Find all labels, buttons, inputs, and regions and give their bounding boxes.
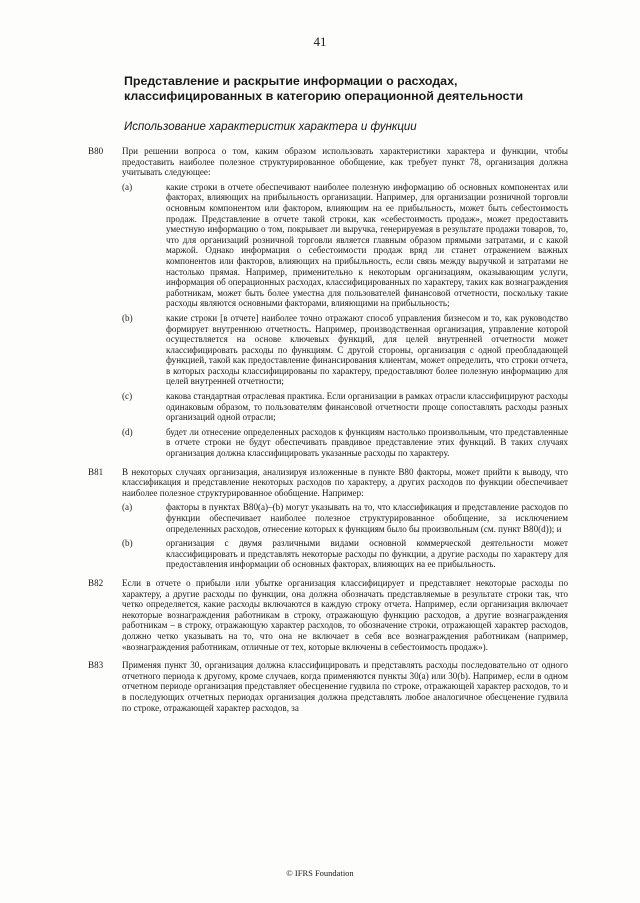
paragraph-text: При решении вопроса о том, каким образом использовать характеристики характера и функции, чтобы предоставить наиболее полезное структурированное обобщение, как требует пункт 78, организация должна учитывать следующее: xyxy=(122,146,568,178)
list-item-label: (a) xyxy=(122,502,133,513)
list-item xyxy=(88,427,568,459)
paragraph-b81 xyxy=(88,467,568,570)
paragraph-text: Применяя пункт 30, организация должна классифицировать и представлять расходы последовательно от одного отчетного периода к другому, кроме случаев, когда применяются пункты 30(a) или 30(b). Например, если в одном отчетном периоде организация представляет обесценение гудвила по строке, отражающей характер расходов, то и в последующих отчетных периодах организация должна представлять любое аналогичное обесценение гудвила по строке, отражающей характер расходов, за xyxy=(122,660,568,713)
list-item-text: будет ли отнесение определенных расходов к функциям настолько произвольным, что представленные в отчете строки не будут обеспечивать правдивое представление этих функций. В таких случаях организация должна классифицировать указанные расходы по характеру. xyxy=(166,426,568,459)
paragraph-number: B81 xyxy=(88,466,104,477)
paragraph-b82 xyxy=(88,578,568,652)
paragraph-text: В некоторых случаях организация, анализируя изложенные в пункте B80 факторы, может прийти к выводу, что классификация и представление некоторых расходов по характеру, а других расходов по функции обеспечивает наиболее полезное структурированное обобщение. Например: xyxy=(122,466,568,498)
list-item-text: организация с двумя различными видами основной коммерческой деятельности может классифицировать и представлять некоторые расходы по функции, а другие расходы по характеру для предоставления информации об основных факторах, влияющих на ее прибыльность. xyxy=(166,538,568,570)
paragraph-number: B80 xyxy=(88,146,104,156)
list-item-label: (c) xyxy=(122,391,133,402)
page-number: 41 xyxy=(313,34,327,49)
list-item xyxy=(88,313,568,387)
paragraph-text: Если в отчете о прибыли или убытке организация классифицирует и представляет некоторые расходы по характеру, а другие расходы по функции, она должна обозначать представляемые в результате строки так, что четко определяется, какие расходы включаются в каждую строку отчета. Например, если организация включает некоторые вознаграждения работникам в строку, отражающую функцию расходов, а другие вознаграждения работникам – в строку, отражающую характер расходов, то обозначение строки, отражающей характер расходов, должно четко указывать на то, что она не включает в себя все вознаграждения работникам (например, «вознаграждения работникам, отличные от тех, которые включены в себестоимость продаж»). xyxy=(122,577,568,652)
list-item-text: какие строки в отчете обеспечивают наиболее полезную информацию об основных компонентах или факторах, влияющих на прибыльность организации. Например, для организации розничной торговли основным компонентом или фактором, влияющим на ее прибыльность, может быть себестоимость продаж. Представление в отчете такой строки, как «себестоимость продаж», может предоставить уместную информацию о том, покрывает ли выручка, генерируемая в результате продажи товаров, то, что для организаций розничной торговли является главным образом прямыми затратами, и с какой маржой. Однако информация о себестоимости продаж вряд ли станет отражением важных компонентов или факторов, влияющих на прибыльность, если связь между выручкой и затратами не настолько прямая. Например, применительно к некоторым организациям, оказывающим услуги, информация об операционных расходах, классифицированных по характеру, таких как вознаграждения работникам, может быть более уместна для пользователей финансовой отчетности, поскольку такие расходы являются основными факторами, влияющими на прибыльность; xyxy=(166,181,568,309)
list-item-label: (d) xyxy=(122,426,133,437)
section-heading: Представление и раскрытие информации о расходах, классифицированных в категорию операционной деятельности xyxy=(124,74,524,103)
list-item xyxy=(88,502,568,534)
paragraph-b80 xyxy=(88,146,568,459)
list-item-text: какова стандартная отраслевая практика. Если организации в рамках отрасли классифицируют расходы одинаковым образом, то пользователям финансовой отчетности проще сопоставлять расходы разных организаций одной отрасли; xyxy=(166,391,568,423)
document-body xyxy=(88,146,568,713)
list-item-text: какие строки [в отчете] наиболее точно отражают способ управления бизнесом и то, как руководство формирует внутреннюю отчетность. Например, производственная организация, управление которой осуществляется на основе ключевых функций, для целей внутренней отчетности может классифицировать расходы по функциям. С другой стороны, организация с одной преобладающей функцией, такой как предоставление финансирования клиентам, может определить, что строки отчета, в которых расходы классифицированы по характеру, предоставляют более полезную информацию для целей внутренней отчетности; xyxy=(166,312,568,387)
list-item xyxy=(88,538,568,570)
list-item-label: (b) xyxy=(122,538,133,549)
list-item xyxy=(88,391,568,423)
list-item-label: (a) xyxy=(122,181,133,192)
paragraph-number: B83 xyxy=(88,660,104,671)
list-item-text: факторы в пунктах B80(a)–(b) могут указывать на то, что классификация и представление расходов по функции обеспечивает наиболее полезное структурированное обобщение, за исключением определенных расходов, отнесение которых к функциям было бы произвольным (см. пункт B80(d)); и xyxy=(166,502,568,534)
list-item xyxy=(88,182,568,309)
page-footer: © IFRS Foundation xyxy=(286,868,354,878)
paragraph-b83 xyxy=(88,660,568,713)
paragraph-number: B82 xyxy=(88,577,104,588)
list-item-label: (b) xyxy=(122,312,133,323)
section-subheading: Использование характеристик характера и функции xyxy=(124,121,417,133)
